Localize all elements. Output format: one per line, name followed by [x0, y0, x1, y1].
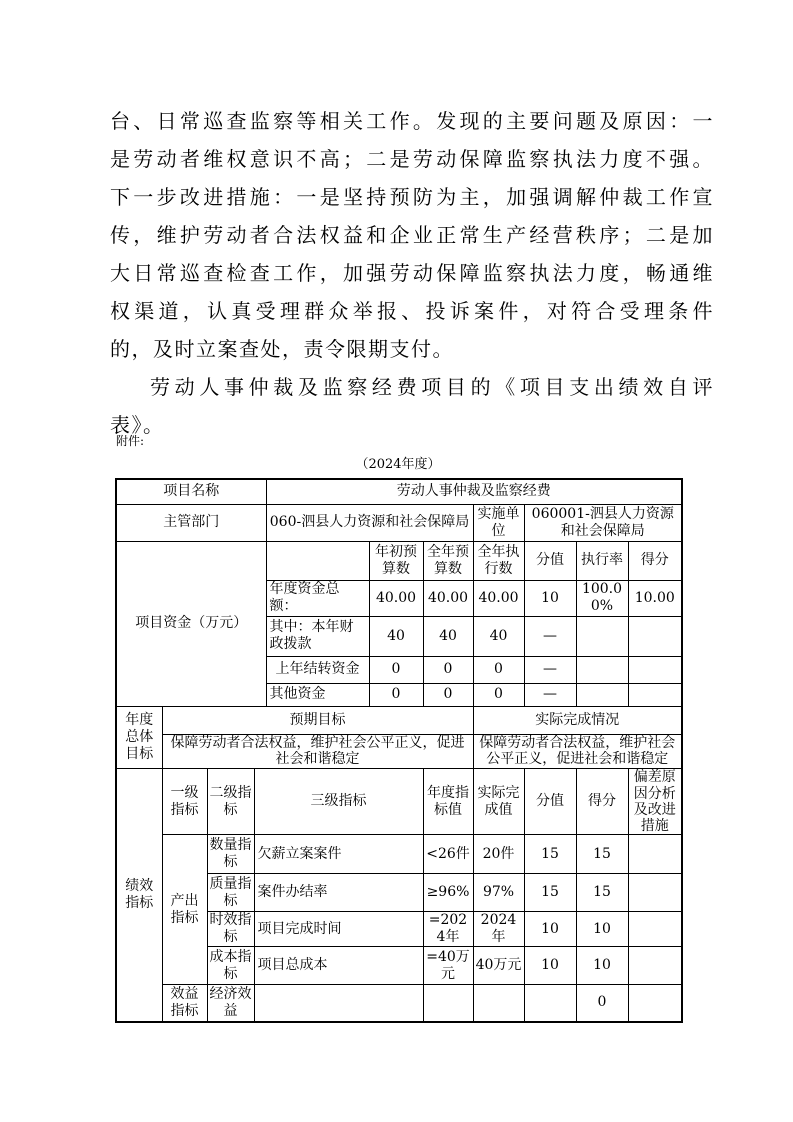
indicator-deviation	[628, 912, 682, 947]
indicators-header-level1: 一级指标	[162, 769, 207, 835]
indicator-level3: 项目总成本	[254, 947, 423, 985]
indicator-weight	[524, 985, 576, 1022]
indicators-header-score: 得分	[576, 769, 628, 835]
funds-fiscal-label: 其中：本年财政拨款	[266, 616, 369, 656]
table-row	[116, 985, 682, 1022]
indicator-score: 15	[576, 835, 628, 874]
funds-fiscal-annual: 40	[423, 616, 473, 656]
indicator-actual: 20件	[473, 835, 524, 874]
indicators-header-target: 年度指标值	[423, 769, 473, 835]
indicator-actual: 2024年	[473, 912, 524, 947]
indicator-target: ≥96%	[423, 874, 473, 912]
funds-carryover-exec-rate	[576, 656, 628, 683]
body-paragraph1-line: 下一步改进措施：一是坚持预防为主，加强调解仲裁工作宣	[110, 185, 714, 209]
funds-row-label: 项目资金（万元）	[116, 541, 266, 706]
indicator-level3	[254, 985, 423, 1022]
annual-goal-row-label: 年度总体目标	[116, 706, 162, 769]
funds-header-initial: 年初预算数	[369, 541, 423, 580]
implement-unit-value: 060001-泗县人力资源和社会保障局	[524, 504, 682, 541]
body-paragraph1-line: 传，维护劳动者合法权益和企业正常生产经营秩序；二是加	[110, 223, 714, 247]
indicator-level3: 欠薪立案案件	[254, 835, 423, 874]
body-paragraph1-line: 是劳动者维权意识不高；二是劳动保障监察执法力度不强。	[110, 147, 714, 171]
funds-total-score: 10.00	[628, 580, 682, 616]
indicator-target: <26件	[423, 835, 473, 874]
indicator-score: 10	[576, 912, 628, 947]
funds-other-annual: 0	[423, 683, 473, 706]
body-paragraph1-line: 的，及时立案查处，责令限期支付。	[110, 337, 454, 361]
body-paragraph1-line: 台、日常巡查监察等相关工作。发现的主要问题及原因：一	[110, 109, 714, 133]
funds-carryover-annual: 0	[423, 656, 473, 683]
body-text	[110, 102, 714, 444]
funds-carryover-label: 上年结转资金	[266, 656, 369, 683]
funds-carryover-weight: —	[524, 656, 576, 683]
annual-goal-actual-text: 保障劳动者合法权益，维护社会公平正义，促进社会和谐稳定	[473, 734, 682, 769]
project-name-value: 劳动人事仲裁及监察经费	[266, 479, 682, 504]
indicator-weight: 10	[524, 912, 576, 947]
funds-header-score: 得分	[628, 541, 682, 580]
indicator-weight: 15	[524, 874, 576, 912]
indicator-actual: 97%	[473, 874, 524, 912]
indicators-header-deviation: 偏差原因分析及改进措施	[628, 769, 682, 835]
funds-carryover-executed: 0	[473, 656, 524, 683]
funds-other-label: 其他资金	[266, 683, 369, 706]
funds-carryover-score	[628, 656, 682, 683]
funds-fiscal-executed: 40	[473, 616, 524, 656]
funds-fiscal-weight: —	[524, 616, 576, 656]
indicator-level1-benefit: 效益指标	[162, 985, 207, 1022]
annual-goal-expected-header: 预期目标	[162, 706, 473, 734]
indicator-weight: 10	[524, 947, 576, 985]
table-row	[116, 706, 682, 734]
department-value: 060-泗县人力资源和社会保障局	[266, 504, 473, 541]
indicator-level2: 时效指标	[207, 912, 254, 947]
indicators-header-level3: 三级指标	[254, 769, 423, 835]
indicator-deviation	[628, 947, 682, 985]
funds-empty-header	[266, 541, 369, 580]
funds-total-annual: 40.00	[423, 580, 473, 616]
indicator-level3: 案件办结率	[254, 874, 423, 912]
funds-header-annual: 全年预算数	[423, 541, 473, 580]
table-row	[116, 479, 682, 504]
attachment-label: 附件:	[116, 434, 145, 448]
indicator-score: 0	[576, 985, 628, 1022]
indicators-header-level2: 二级指标	[207, 769, 254, 835]
table-row	[116, 541, 682, 580]
indicator-actual	[473, 985, 524, 1022]
table-title: （2024年度）	[355, 457, 441, 472]
funds-fiscal-exec-rate	[576, 616, 628, 656]
table-row	[116, 734, 682, 769]
indicator-level2: 经济效益	[207, 985, 254, 1022]
funds-total-initial: 40.00	[369, 580, 423, 616]
funds-header-weight: 分值	[524, 541, 576, 580]
funds-other-initial: 0	[369, 683, 423, 706]
funds-other-score	[628, 683, 682, 706]
funds-total-exec-rate: 100.00%	[576, 580, 628, 616]
funds-other-executed: 0	[473, 683, 524, 706]
body-paragraph2-line: 表》。	[110, 413, 165, 437]
indicators-header-weight: 分值	[524, 769, 576, 835]
funds-total-executed: 40.00	[473, 580, 524, 616]
funds-other-weight: —	[524, 683, 576, 706]
funds-fiscal-score	[628, 616, 682, 656]
indicators-row-label: 绩效指标	[116, 769, 162, 1022]
body-paragraph1-line: 权渠道，认真受理群众举报、投诉案件，对符合受理条件	[110, 299, 714, 323]
indicator-target	[423, 985, 473, 1022]
department-label: 主管部门	[116, 504, 266, 541]
table-row	[116, 769, 682, 835]
funds-fiscal-initial: 40	[369, 616, 423, 656]
funds-header-exec-rate: 执行率	[576, 541, 628, 580]
indicator-score: 15	[576, 874, 628, 912]
indicator-target: =40万元	[423, 947, 473, 985]
indicator-level2: 质量指标	[207, 874, 254, 912]
table-row	[116, 835, 682, 874]
implement-unit-label: 实施单位	[473, 504, 524, 541]
body-paragraph2-line: 劳动人事仲裁及监察经费项目的《项目支出绩效自评	[150, 375, 714, 399]
indicator-deviation	[628, 835, 682, 874]
indicator-level1-output: 产出指标	[162, 835, 207, 985]
annual-goal-actual-header: 实际完成情况	[473, 706, 682, 734]
indicator-target: =2024年	[423, 912, 473, 947]
indicator-deviation	[628, 874, 682, 912]
annual-goal-expected-text: 保障劳动者合法权益，维护社会公平正义，促进社会和谐稳定	[162, 734, 473, 769]
indicators-header-actual: 实际完成值	[473, 769, 524, 835]
body-paragraph1-line: 大日常巡查检查工作，加强劳动保障监察执法力度，畅通维	[110, 261, 714, 285]
indicator-level2: 数量指标	[207, 835, 254, 874]
indicator-score: 10	[576, 947, 628, 985]
indicator-actual: 40万元	[473, 947, 524, 985]
project-name-label: 项目名称	[116, 479, 266, 504]
indicator-weight: 15	[524, 835, 576, 874]
performance-self-evaluation-table	[115, 478, 683, 1023]
funds-total-weight: 10	[524, 580, 576, 616]
funds-header-executed: 全年执行数	[473, 541, 524, 580]
table-row	[116, 504, 682, 541]
funds-other-exec-rate	[576, 683, 628, 706]
indicator-deviation	[628, 985, 682, 1022]
funds-total-label: 年度资金总额：	[266, 580, 369, 616]
funds-carryover-initial: 0	[369, 656, 423, 683]
indicator-level2: 成本指标	[207, 947, 254, 985]
indicator-level3: 项目完成时间	[254, 912, 423, 947]
